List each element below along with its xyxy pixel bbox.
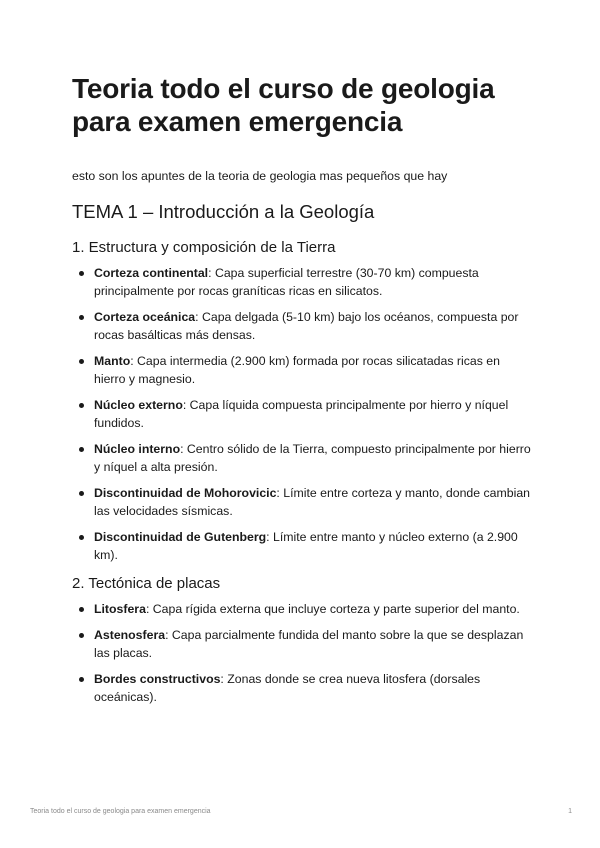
document-subtitle: esto son los apuntes de la teoria de geologia mas pequeños que hay (72, 169, 448, 183)
definition: : Capa líquida compuesta principalmente por hierro y níquel fundidos. (94, 398, 509, 430)
bullet-list-1 (72, 264, 532, 564)
bullet-icon (79, 359, 84, 364)
list-item (72, 308, 532, 344)
bullet-list-2 (72, 600, 532, 706)
definition: : Capa delgada (5-10 km) bajo los océanos, compuesta por rocas basálticas más densas. (94, 310, 519, 342)
list-item (72, 626, 532, 662)
page-footer (30, 808, 572, 822)
term: Núcleo externo (94, 398, 183, 412)
definition: : Capa intermedia (2.900 km) formada por rocas silicatadas ricas en hierro y magnesio. (94, 354, 500, 386)
term: Discontinuidad de Gutenberg (94, 530, 267, 544)
bullet-icon (79, 315, 84, 320)
list-item (72, 352, 532, 388)
list-item (72, 440, 532, 476)
term: Discontinuidad de Mohorovicic (94, 486, 277, 500)
term: Núcleo interno (94, 442, 181, 456)
bullet-icon (79, 491, 84, 496)
term: Manto (94, 354, 131, 368)
term: Bordes constructivos (94, 672, 221, 686)
subsection-heading-2: 2. Tectónica de placas (72, 575, 221, 592)
definition: : Zonas donde se crea nueva litosfera (dorsales oceánicas). (94, 672, 481, 704)
list-item (72, 528, 532, 564)
definition: : Límite entre corteza y manto, donde cambian las velocidades sísmicas. (94, 486, 531, 518)
footer-title: Teoria todo el curso de geologia para examen emergencia (30, 808, 211, 815)
bullet-icon (79, 677, 84, 682)
bullet-icon (79, 535, 84, 540)
bullet-icon (79, 271, 84, 276)
term: Astenosfera (94, 628, 166, 642)
list-item (72, 670, 532, 706)
bullet-icon (79, 447, 84, 452)
page-number: 1 (568, 808, 572, 815)
list-item (72, 484, 532, 520)
section-heading: TEMA 1 – Introducción a la Geología (72, 201, 375, 222)
bullet-icon (79, 607, 84, 612)
definition: : Límite entre manto y núcleo externo (a 2.900 km). (94, 530, 518, 562)
bullet-icon (79, 403, 84, 408)
definition: : Capa rígida externa que incluye corteza y parte superior del manto. (145, 602, 520, 616)
page-content (72, 72, 532, 714)
list-item (72, 264, 532, 300)
definition: : Capa superficial terrestre (30-70 km) compuesta principalmente por rocas graníticas ricas en silicatos. (94, 266, 479, 298)
document-title: Teoria todo el curso de geologia para examen emergencia (72, 73, 495, 137)
bullet-icon (79, 633, 84, 638)
list-item (72, 396, 532, 432)
list-item (72, 600, 532, 618)
subsection-heading-1: 1. Estructura y composición de la Tierra (72, 239, 336, 256)
definition: : Capa parcialmente fundida del manto sobre la que se desplazan las placas. (94, 628, 524, 660)
term: Corteza oceánica (94, 310, 196, 324)
term: Litosfera (94, 602, 146, 616)
definition: : Centro sólido de la Tierra, compuesto principalmente por hierro y níquel a alta presión. (94, 442, 531, 474)
term: Corteza continental (94, 266, 209, 280)
